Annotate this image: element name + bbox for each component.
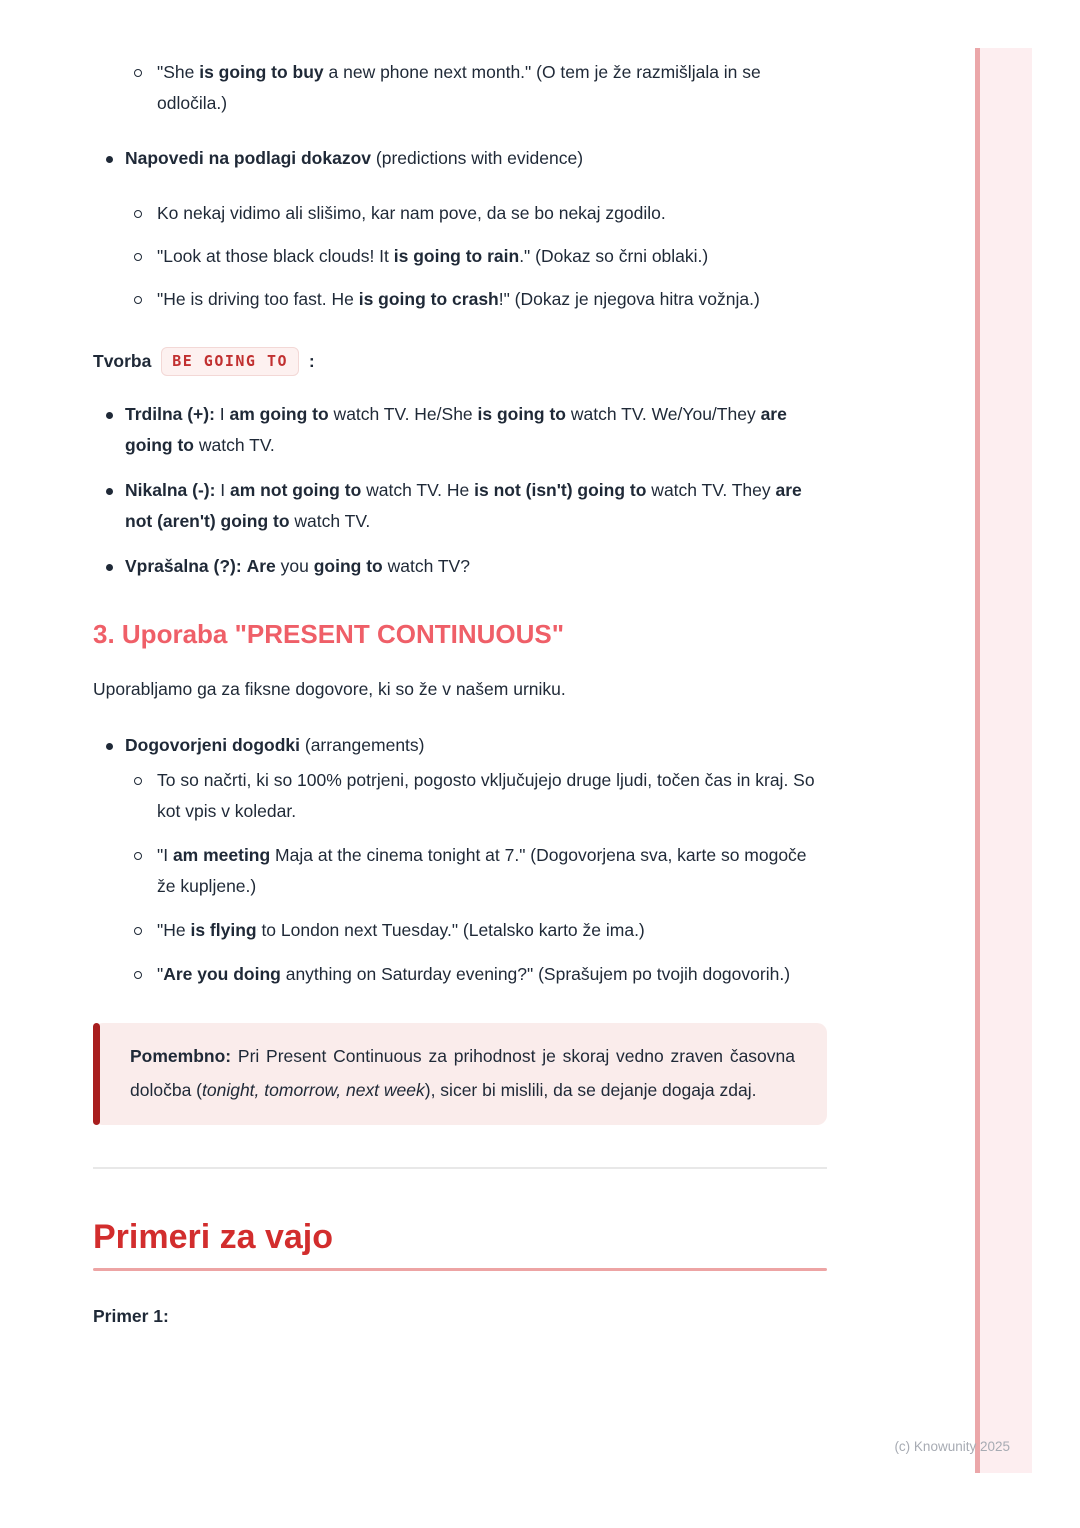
text-segment: are going to [125, 404, 787, 455]
bullet-circle-icon [134, 69, 142, 77]
text-segment: watch TV. [194, 435, 275, 455]
section-intro [93, 674, 827, 705]
text-segment: "Look at those black clouds! It [157, 246, 394, 266]
list-item-text [157, 770, 815, 821]
forms-list [93, 399, 827, 582]
text-segment: "She [157, 62, 200, 82]
bullet-circle-icon [134, 971, 142, 979]
exercises-heading: Primeri za vajo [93, 1218, 334, 1256]
bullet-circle-icon [134, 253, 142, 261]
text-segment: Nikalna (-): [125, 480, 216, 500]
text-segment: Primer 1: [93, 1306, 169, 1326]
list-item [93, 143, 827, 174]
text-segment: you [275, 556, 314, 576]
text-segment: Napovedi na podlagi dokazov [125, 148, 372, 168]
important-callout [93, 1023, 827, 1125]
bullet-disc-icon [106, 488, 113, 495]
text-segment: Are [246, 556, 276, 576]
list-item [93, 730, 827, 761]
bullet-circle-icon [134, 852, 142, 860]
list-item [93, 198, 827, 229]
list-item [93, 399, 827, 461]
list-item-text [157, 62, 761, 113]
text-segment: Uporabljamo ga za fiksne dogovore, ki so že v našem urniku. [93, 679, 566, 699]
text-segment: is going to [477, 404, 566, 424]
list-item-text [125, 480, 802, 531]
bullet-disc-icon [106, 156, 113, 163]
text-segment: " [157, 964, 164, 984]
list-item [93, 57, 827, 119]
text-segment: Dogovorjeni dogodki [125, 735, 300, 755]
text-segment: watch TV. [289, 511, 371, 531]
bullet-circle-icon [134, 210, 142, 218]
text-segment: I [215, 480, 231, 500]
text-segment: watch TV. He/She [328, 404, 478, 424]
text-segment: : [304, 351, 315, 371]
text-segment: to London next Tuesday." (Letalsko karto že ima.) [256, 920, 645, 940]
list-item [93, 765, 827, 827]
text-segment: anything on Saturday evening?" (Sprašujem po tvojih dogovorih.) [280, 964, 791, 984]
text-segment: watch TV. He [361, 480, 475, 500]
text-segment: To so načrti, ki so 100% potrjeni, pogosto vključujejo druge ljudi, točen čas in kraj. So kot vpis v koledar. [157, 770, 815, 821]
text-segment: (predictions with evidence) [371, 148, 584, 168]
evidence-intro-list [93, 57, 827, 315]
text-segment: tonight, tomorrow, next week [202, 1080, 425, 1100]
text-segment: ), sicer bi mislili, da se dejanje dogaja zdaj. [424, 1080, 757, 1100]
text-segment: !" (Dokaz je njegova hitra vožnja.) [498, 289, 760, 309]
text-segment: Trdilna (+): [125, 404, 215, 424]
list-item [93, 551, 827, 582]
text-segment: Tvorba [93, 351, 157, 371]
list-item-text [157, 964, 790, 984]
list-item [93, 959, 827, 990]
heading-underline [93, 1268, 827, 1271]
list-item-text [157, 920, 645, 940]
text-segment: is not (isn't) going to [474, 480, 647, 500]
list-item [93, 241, 827, 272]
page-accent-stripe [975, 48, 1032, 1473]
text-segment: Pri Present Continuous za prihodnost je skoraj vedno zraven časovna določba ( [130, 1046, 795, 1100]
text-segment: Vprašalna (?): [125, 556, 242, 576]
list-item-text [125, 148, 583, 168]
text-segment: (arrangements) [300, 735, 425, 755]
list-item [93, 840, 827, 902]
text-segment: Pomembno: [130, 1046, 232, 1066]
section-divider [93, 1167, 827, 1169]
list-item [93, 915, 827, 946]
document-content [93, 0, 827, 1332]
text-segment: is going to crash [358, 289, 499, 309]
text-segment: "He is driving too fast. He [157, 289, 359, 309]
text-segment: watch TV. We/You/They [566, 404, 761, 424]
bullet-disc-icon [106, 743, 113, 750]
list-item-text [125, 556, 470, 576]
text-segment: is going to buy [199, 62, 324, 82]
section-heading-3: 3. Uporaba "PRESENT CONTINUOUS" [93, 619, 565, 649]
text-segment: "I [157, 845, 173, 865]
list-item-text [157, 845, 807, 896]
copyright-notice: (c) Knowunity 2025 [894, 1439, 1010, 1454]
text-segment: is flying [190, 920, 257, 940]
list-item-text [125, 735, 425, 755]
text-segment: watch TV? [382, 556, 470, 576]
code-chip: BE GOING TO [161, 347, 299, 376]
list-item-text [125, 404, 787, 455]
formation-line [93, 342, 827, 380]
text-segment: a new phone next month." (O tem je že razmišljala in se odločila.) [157, 62, 761, 113]
bullet-disc-icon [106, 412, 113, 419]
text-segment: Maja at the cinema tonight at 7." (Dogovorjena sva, karte so mogoče že kupljene.) [157, 845, 807, 896]
example-label [93, 1301, 827, 1332]
text-segment: I [214, 404, 230, 424]
text-segment: am meeting [172, 845, 271, 865]
bullet-circle-icon [134, 927, 142, 935]
bullet-circle-icon [134, 777, 142, 785]
callout-text [130, 1039, 795, 1107]
text-segment: Ko nekaj vidimo ali slišimo, kar nam pove, da se bo nekaj zgodilo. [157, 203, 666, 223]
text-segment: going to [313, 556, 383, 576]
bullet-disc-icon [106, 564, 113, 571]
list-item-text [157, 203, 666, 223]
exercises-heading [93, 1215, 827, 1271]
text-segment: ." (Dokaz so črni oblaki.) [519, 246, 709, 266]
text-segment: am not going to [230, 480, 362, 500]
text-segment: are not (aren't) going to [125, 480, 802, 531]
bullet-circle-icon [134, 296, 142, 304]
text-segment: watch TV. They [646, 480, 776, 500]
text-segment: is going to rain [393, 246, 520, 266]
text-segment: Are you doing [163, 964, 281, 984]
text-segment: am going to [229, 404, 329, 424]
callout-accent-bar [93, 1023, 100, 1125]
text-segment: "He [157, 920, 191, 940]
list-item-text [157, 246, 708, 266]
list-item [93, 284, 827, 315]
list-item [93, 475, 827, 537]
list-item-text [157, 289, 760, 309]
arrangements-list [93, 730, 827, 990]
